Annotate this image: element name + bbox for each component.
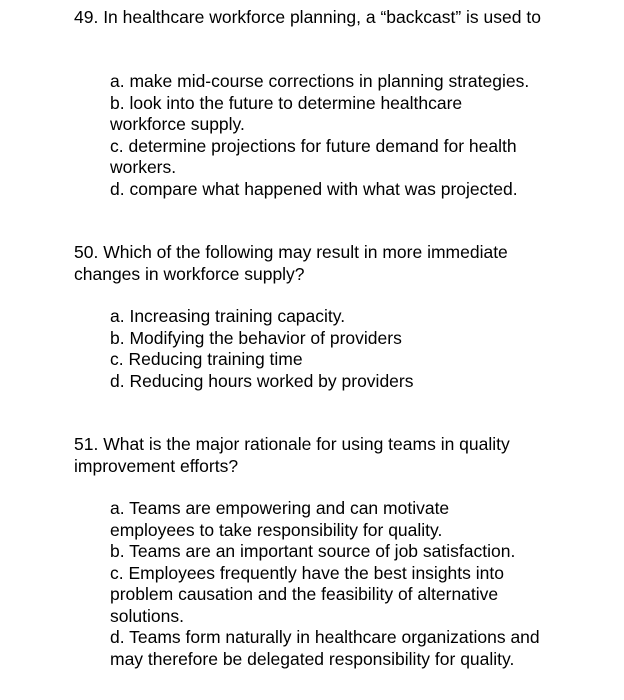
option-a: a. make mid-course corrections in planning strategies.: [110, 71, 530, 91]
option-c: c. Employees frequently have the best insights into problem causation and the feasibility of alternative solutions.: [110, 562, 504, 626]
question-51: [74, 434, 584, 669]
option-b: b. look into the future to determine healthcare workforce supply.: [110, 92, 463, 134]
option-a: a. Increasing training capacity.: [110, 306, 346, 326]
option-d: d. Teams form naturally in healthcare organizations and may therefore be delegated responsibility for quality.: [110, 627, 540, 669]
answer-options: [110, 498, 560, 670]
question-49: [74, 7, 584, 199]
question-text: 49. In healthcare workforce planning, a “backcast” is used to: [74, 7, 541, 27]
question-text: 50. Which of the following may result in more immediate changes in workforce supply?: [74, 242, 508, 284]
question-text: 51. What is the major rationale for using teams in quality improvement efforts?: [74, 434, 510, 476]
option-c: c. determine projections for future demand for health workers.: [110, 135, 517, 177]
question-50: [74, 242, 584, 391]
answer-options: [110, 71, 560, 200]
option-d: d. Reducing hours worked by providers: [110, 370, 414, 391]
option-d: d. compare what happened with what was projected.: [110, 178, 518, 199]
option-a: a. Teams are empowering and can motivate employees to take responsibility for quality.: [110, 498, 450, 540]
option-b: b. Modifying the behavior of providers: [110, 327, 402, 348]
option-b: b. Teams are an important source of job satisfaction.: [110, 541, 516, 561]
answer-options: [110, 306, 560, 392]
option-c: c. Reducing training time: [110, 349, 303, 369]
